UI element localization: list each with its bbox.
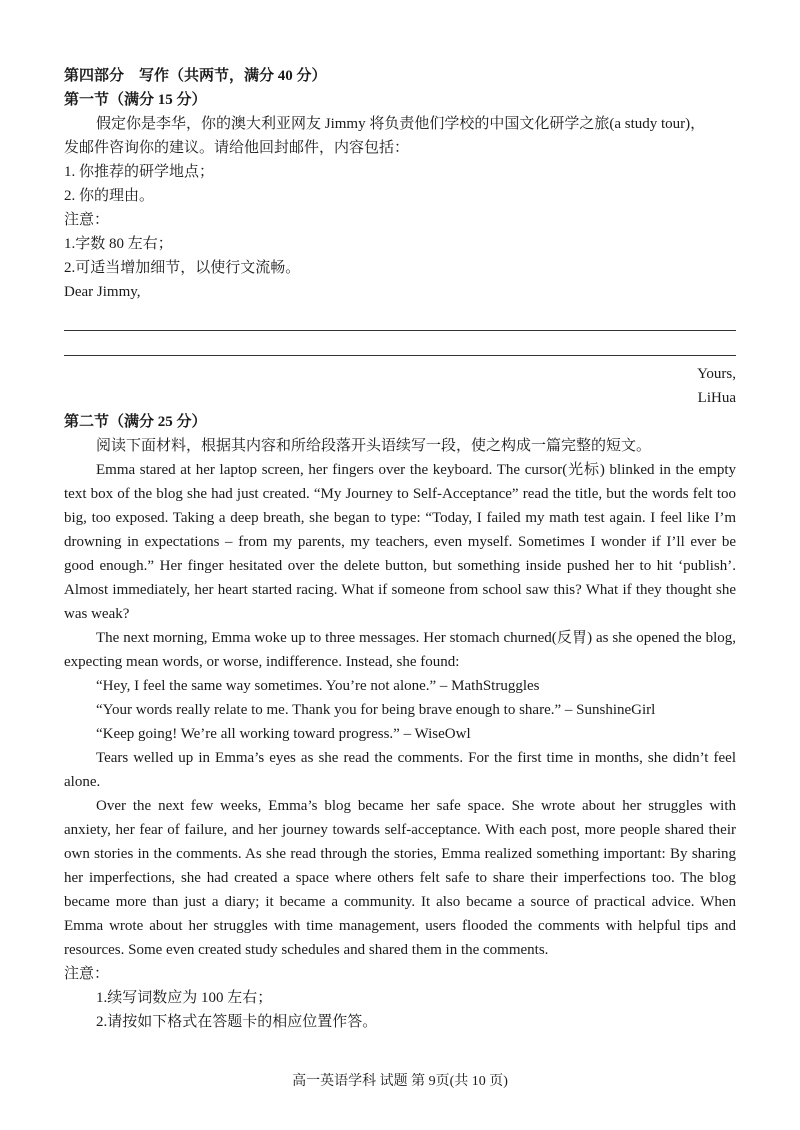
section1-prompt-line1: 假定你是李华，你的澳大利亚网友 Jimmy 将负责他们学校的中国文化研学之旅(a study tour)，	[96, 116, 706, 132]
story-paragraph-3: Tears welled up in Emma’s eyes as she read the comments. For the first time in months, she didn’t feel alone.	[64, 750, 736, 790]
section1-item1: 1. 你推荐的研学地点；	[64, 164, 215, 180]
story-paragraph-4: Over the next few weeks, Emma’s blog became her safe space. She wrote about her struggles with anxiety, her fear of failure, and her journey towards self-acceptance. With each post, more people shared their own stories in the comments. As she read through the stories, Emma realized something important: By sharing her imperfections, she had created a space where others felt safe to share their imperfections too. The blog became more than just a diary; it became a community. It also became a source of practical advice. When Emma wrote about her struggles with time management, users flooded the comments with helpful tips and resources. Some even created study schedules and shared them in the comments.	[64, 798, 736, 958]
section1-note1: 1.字数 80 左右；	[64, 236, 173, 252]
story-paragraph-2: The next morning, Emma woke up to three messages. Her stomach churned(反胃) as she opened the blog, expecting mean words, or worse, indifference. Instead, she found:	[64, 630, 736, 670]
section2-note1: 1.续写词数应为 100 左右；	[96, 990, 273, 1006]
section2-instruction: 阅读下面材料，根据其内容和所给段落开头语续写一段，使之构成一篇完整的短文。	[96, 438, 652, 454]
section1-title: 第一节（满分 15 分）	[64, 92, 207, 108]
section2-title: 第二节（满分 25 分）	[64, 414, 207, 430]
comment-3: “Keep going! We’re all working toward progress.” – WiseOwl	[96, 726, 471, 742]
section1-prompt-line2: 发邮件咨询你的建议。请给他回封邮件，内容包括：	[64, 140, 410, 156]
comment-2: “Your words really relate to me. Thank you for being brave enough to share.” – SunshineGirl	[96, 702, 656, 718]
section1-note2: 2.可适当增加细节，以使行文流畅。	[64, 260, 301, 276]
section1-item2: 2. 你的理由。	[64, 188, 155, 204]
exam-page	[64, 64, 736, 1034]
part-title: 第四部分 写作（共两节，满分 40 分）	[64, 68, 327, 84]
closing: Yours,	[697, 366, 736, 382]
story-paragraph-1: Emma stared at her laptop screen, her fingers over the keyboard. The cursor(光标) blinked in the empty text box of the blog she had just created. “My Journey to Self-Acceptance” read the title, but the words felt too big, too exposed. Taking a deep breath, she began to type: “Today, I failed my math test again. I feel like I’m drowning in expectations – from my parents, my teachers, even myself. Sometimes I wonder if I’ll ever be good enough.” Her finger hesitated over the delete button, but something inside pushed her to hit ‘publish’. Almost immediately, her heart started racing. What if someone from school saw this? What if they thought she was weak?	[64, 462, 736, 622]
page-footer: 高一英语学科 试题 第 9页(共 10 页)	[292, 1074, 508, 1089]
salutation: Dear Jimmy,	[64, 284, 141, 300]
section2-note2: 2.请按如下格式在答题卡的相应位置作答。	[96, 1014, 378, 1030]
signature: LiHua	[697, 390, 736, 406]
section2-note-label: 注意：	[64, 966, 110, 982]
section1-note-label: 注意：	[64, 212, 110, 228]
comment-1: “Hey, I feel the same way sometimes. You’re not alone.” – MathStruggles	[96, 678, 540, 694]
